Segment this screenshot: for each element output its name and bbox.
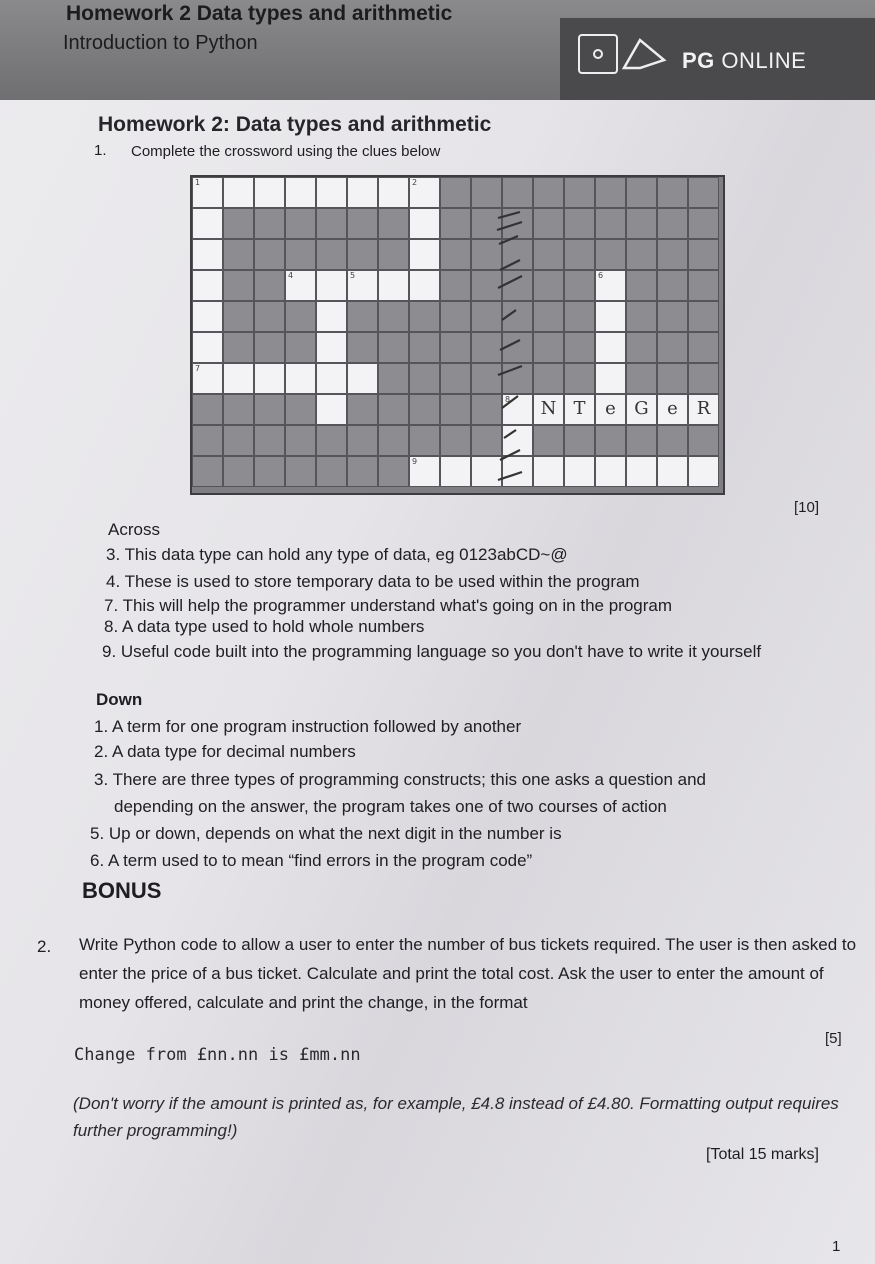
crossword-blank-cell xyxy=(564,177,595,208)
crossword-blank-cell xyxy=(657,177,688,208)
crossword-blank-cell xyxy=(347,208,378,239)
crossword-blank-cell xyxy=(533,208,564,239)
crossword-blank-cell xyxy=(316,239,347,270)
crossword-cell[interactable] xyxy=(626,456,657,487)
crossword-blank-cell xyxy=(409,394,440,425)
logo-icon xyxy=(578,34,618,74)
crossword-blank-cell xyxy=(533,301,564,332)
crossword-cell[interactable] xyxy=(192,239,223,270)
question-2-text: Write Python code to allow a user to enter the number of bus tickets required. The user is then asked to enter the price of a bus ticket. Calculate and print the total cost. Ask the user to enter the amount of money offered, calculate and print the change, in the format xyxy=(79,935,857,1012)
crossword-blank-cell xyxy=(347,239,378,270)
crossword-blank-cell xyxy=(285,208,316,239)
crossword-blank-cell xyxy=(347,332,378,363)
crossword-cell[interactable] xyxy=(440,456,471,487)
crossword-cell[interactable] xyxy=(409,270,440,301)
crossword-cell[interactable] xyxy=(409,456,440,487)
crossword-blank-cell xyxy=(657,270,688,301)
crossword-blank-cell xyxy=(223,270,254,301)
crossword-blank-cell xyxy=(471,177,502,208)
crossword-blank-cell xyxy=(347,456,378,487)
crossword-blank-cell xyxy=(657,363,688,394)
clue-number: 6 xyxy=(598,271,604,280)
crossword-cell[interactable] xyxy=(316,270,347,301)
crossword-blank-cell xyxy=(564,208,595,239)
clue-number: 4 xyxy=(288,271,294,280)
crossword-cell[interactable] xyxy=(192,332,223,363)
down-clue: 6. A term used to to mean “find errors in the program code” xyxy=(90,851,533,870)
clue-number: 7 xyxy=(195,364,201,373)
handwritten-letter: e xyxy=(605,398,616,419)
crossword-blank-cell xyxy=(378,332,409,363)
crossword-blank-cell xyxy=(285,425,316,456)
crossword-cell[interactable] xyxy=(316,332,347,363)
crossword-blank-cell xyxy=(440,177,471,208)
down-heading: Down xyxy=(96,690,143,709)
crossword-cell[interactable] xyxy=(409,239,440,270)
crossword-blank-cell xyxy=(688,270,719,301)
down-clue: 2. A data type for decimal numbers xyxy=(94,742,356,761)
crossword-cell[interactable] xyxy=(192,363,223,394)
crossword-blank-cell xyxy=(378,208,409,239)
crossword-blank-cell xyxy=(316,456,347,487)
crossword-blank-cell xyxy=(440,332,471,363)
crossword-blank-cell xyxy=(533,239,564,270)
crossword-blank-cell xyxy=(285,239,316,270)
crossword-blank-cell xyxy=(626,425,657,456)
crossword-blank-cell xyxy=(378,239,409,270)
crossword-blank-cell xyxy=(626,363,657,394)
crossword-blank-cell xyxy=(440,301,471,332)
crossword-blank-cell xyxy=(378,425,409,456)
crossword-cell[interactable] xyxy=(688,394,719,425)
crossword-blank-cell xyxy=(564,363,595,394)
crossword-cell[interactable] xyxy=(316,394,347,425)
across-clue: 7. This will help the programmer understand what's going on in the program xyxy=(104,596,673,615)
page-number: 1 xyxy=(832,1238,841,1255)
crossword-blank-cell xyxy=(223,456,254,487)
down-clue: 1. A term for one program instruction followed by another xyxy=(94,717,522,736)
crossword-blank-cell xyxy=(564,332,595,363)
crossword-blank-cell xyxy=(688,208,719,239)
crossword-blank-cell xyxy=(440,270,471,301)
question-1-text: Complete the crossword using the clues below xyxy=(131,143,441,160)
handwritten-letter: T xyxy=(573,398,586,419)
down-clue: 5. Up or down, depends on what the next digit in the number is xyxy=(90,824,562,843)
crossword-blank-cell xyxy=(688,239,719,270)
crossword-blank-cell xyxy=(285,332,316,363)
crossword-cell[interactable] xyxy=(192,270,223,301)
handwritten-letter: R xyxy=(696,398,711,419)
formatting-note: (Don't worry if the amount is printed as, for example, £4.8 instead of £4.80. Formatting output requires further programming!) xyxy=(73,1094,839,1140)
clue-number: 1 xyxy=(195,178,201,187)
handwritten-letter: N xyxy=(540,398,557,419)
down-clue-continued: depending on the answer, the program takes one of two courses of action xyxy=(114,797,667,816)
crossword-blank-cell xyxy=(378,363,409,394)
crossword-blank-cell xyxy=(409,363,440,394)
crossword-cell[interactable] xyxy=(254,177,285,208)
crossword-blank-cell xyxy=(347,301,378,332)
crossword-blank-cell xyxy=(626,301,657,332)
crossword-blank-cell xyxy=(285,456,316,487)
crossword-blank-cell xyxy=(409,425,440,456)
crossword-blank-cell xyxy=(657,208,688,239)
down-clue: 3. There are three types of programming constructs; this one asks a question and xyxy=(94,770,707,789)
crossword-blank-cell xyxy=(533,363,564,394)
crossword-cell[interactable] xyxy=(192,301,223,332)
crossword-blank-cell xyxy=(533,425,564,456)
crossword-blank-cell xyxy=(533,270,564,301)
crossword-blank-cell xyxy=(688,363,719,394)
crossword-blank-cell xyxy=(409,301,440,332)
crossword-blank-cell xyxy=(409,332,440,363)
crossword-blank-cell xyxy=(564,239,595,270)
crossword-cell[interactable] xyxy=(347,270,378,301)
pen-scribble-marks xyxy=(494,210,526,492)
crossword-cell[interactable] xyxy=(223,363,254,394)
crossword-cell[interactable] xyxy=(285,177,316,208)
question-2-number: 2. xyxy=(37,937,52,956)
crossword-blank-cell xyxy=(223,425,254,456)
crossword-blank-cell xyxy=(440,425,471,456)
clue-number: 9 xyxy=(412,457,418,466)
crossword-blank-cell xyxy=(223,301,254,332)
crossword-cell[interactable] xyxy=(378,177,409,208)
crossword-blank-cell xyxy=(688,301,719,332)
crossword-blank-cell xyxy=(440,239,471,270)
crossword-blank-cell xyxy=(347,394,378,425)
crossword-blank-cell xyxy=(657,239,688,270)
crossword-cell[interactable] xyxy=(657,456,688,487)
crossword-blank-cell xyxy=(223,332,254,363)
worksheet-title: Homework 2: Data types and arithmetic xyxy=(98,113,492,136)
total-marks: [Total 15 marks] xyxy=(706,1146,819,1163)
crossword-cell[interactable] xyxy=(533,456,564,487)
crossword-blank-cell xyxy=(254,239,285,270)
crossword-cell[interactable] xyxy=(626,394,657,425)
crossword-blank-cell xyxy=(223,208,254,239)
crossword-cell[interactable] xyxy=(378,270,409,301)
crossword-blank-cell xyxy=(440,363,471,394)
logo-wedge-icon xyxy=(620,36,668,72)
crossword-blank-cell xyxy=(378,456,409,487)
crossword-blank-cell xyxy=(254,270,285,301)
across-clue: 9. Useful code built into the programming language so you don't have to write it yourself xyxy=(102,642,762,661)
crossword-cell[interactable] xyxy=(595,301,626,332)
crossword-cell[interactable] xyxy=(595,332,626,363)
clue-number: 8 xyxy=(505,395,511,404)
crossword-cell[interactable] xyxy=(347,363,378,394)
question-1-number: 1. xyxy=(94,142,107,159)
across-heading: Across xyxy=(108,520,160,539)
crossword-blank-cell xyxy=(378,301,409,332)
question-2-marks: [5] xyxy=(825,1030,842,1047)
crossword-cell[interactable] xyxy=(254,363,285,394)
crossword-cell[interactable] xyxy=(316,363,347,394)
output-format-code: Change from £nn.nn is £mm.nn xyxy=(74,1045,361,1065)
crossword-cell[interactable] xyxy=(285,270,316,301)
crossword-blank-cell xyxy=(285,394,316,425)
crossword-blank-cell xyxy=(564,270,595,301)
crossword-blank-cell xyxy=(254,332,285,363)
question-1-marks: [10] xyxy=(794,499,820,516)
crossword-cell[interactable] xyxy=(564,394,595,425)
crossword-blank-cell xyxy=(626,270,657,301)
crossword-blank-cell xyxy=(316,208,347,239)
clue-number: 5 xyxy=(350,271,356,280)
crossword-cell[interactable] xyxy=(595,394,626,425)
crossword-blank-cell xyxy=(254,456,285,487)
crossword-cell[interactable] xyxy=(657,394,688,425)
crossword-cell[interactable] xyxy=(595,363,626,394)
crossword-blank-cell xyxy=(223,239,254,270)
crossword-blank-cell xyxy=(657,332,688,363)
crossword-blank-cell xyxy=(440,394,471,425)
crossword-blank-cell xyxy=(595,239,626,270)
crossword-cell[interactable] xyxy=(409,208,440,239)
crossword-blank-cell xyxy=(192,425,223,456)
handwritten-letter: G xyxy=(634,398,649,419)
crossword-grid xyxy=(190,175,725,495)
crossword-blank-cell xyxy=(347,425,378,456)
crossword-cell[interactable] xyxy=(347,177,378,208)
crossword-blank-cell xyxy=(316,425,347,456)
crossword-blank-cell xyxy=(626,239,657,270)
crossword-cell[interactable] xyxy=(285,363,316,394)
crossword-cell[interactable] xyxy=(533,394,564,425)
brand-name: PG ONLINE xyxy=(682,48,807,73)
crossword-blank-cell xyxy=(626,177,657,208)
crossword-blank-cell xyxy=(564,425,595,456)
crossword-cell[interactable] xyxy=(409,177,440,208)
crossword-cell[interactable] xyxy=(192,177,223,208)
crossword-blank-cell xyxy=(564,301,595,332)
crossword-blank-cell xyxy=(688,332,719,363)
crossword-blank-cell xyxy=(657,301,688,332)
crossword-blank-cell xyxy=(657,425,688,456)
crossword-cell[interactable] xyxy=(564,456,595,487)
crossword-blank-cell xyxy=(533,332,564,363)
crossword-blank-cell xyxy=(192,456,223,487)
crossword-cell[interactable] xyxy=(223,177,254,208)
across-clue: 4. These is used to store temporary data to be used within the program xyxy=(106,572,640,591)
header-title: Homework 2 Data types and arithmetic xyxy=(66,2,453,25)
clue-number: 2 xyxy=(412,178,418,187)
crossword-cell[interactable] xyxy=(316,177,347,208)
crossword-blank-cell xyxy=(595,425,626,456)
crossword-cell[interactable] xyxy=(595,270,626,301)
header-subtitle: Introduction to Python xyxy=(63,32,258,54)
crossword-blank-cell xyxy=(285,301,316,332)
crossword-blank-cell xyxy=(626,208,657,239)
crossword-blank-cell xyxy=(440,208,471,239)
crossword-blank-cell xyxy=(254,301,285,332)
across-clue: 8. A data type used to hold whole numbers xyxy=(104,617,425,636)
crossword-blank-cell xyxy=(378,394,409,425)
bonus-heading: BONUS xyxy=(82,878,162,903)
handwritten-letter: e xyxy=(667,398,678,419)
crossword-cell[interactable] xyxy=(595,456,626,487)
crossword-cell[interactable] xyxy=(192,208,223,239)
across-clue: 3. This data type can hold any type of data, eg 0123abCD~@ xyxy=(106,545,568,564)
crossword-cell[interactable] xyxy=(316,301,347,332)
crossword-blank-cell xyxy=(254,394,285,425)
crossword-blank-cell xyxy=(595,177,626,208)
crossword-blank-cell xyxy=(192,394,223,425)
crossword-cell[interactable] xyxy=(688,456,719,487)
crossword-blank-cell xyxy=(688,177,719,208)
crossword-blank-cell xyxy=(595,208,626,239)
crossword-blank-cell xyxy=(688,425,719,456)
crossword-blank-cell xyxy=(254,208,285,239)
crossword-blank-cell xyxy=(626,332,657,363)
crossword-blank-cell xyxy=(223,394,254,425)
crossword-blank-cell xyxy=(254,425,285,456)
crossword-blank-cell xyxy=(533,177,564,208)
crossword-blank-cell xyxy=(502,177,533,208)
